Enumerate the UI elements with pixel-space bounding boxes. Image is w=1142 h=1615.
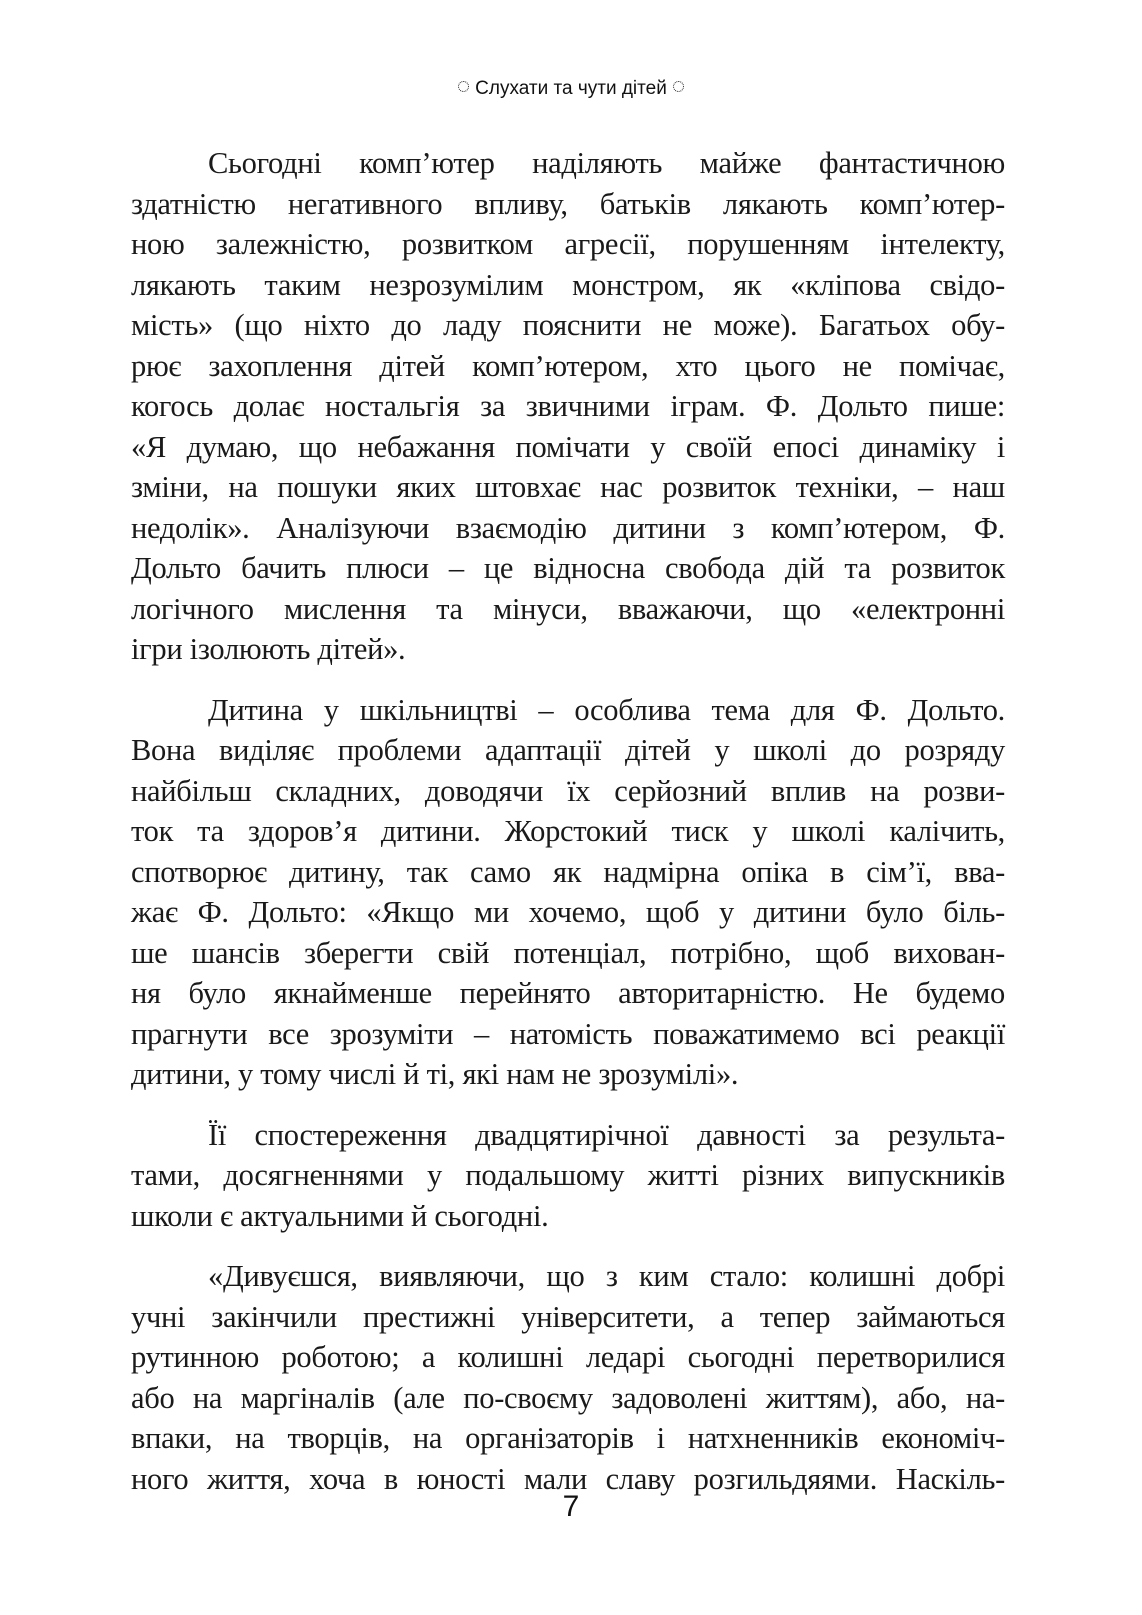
text-line: Вона виділяє проблеми адаптації дітей у школі до розряду (131, 733, 1005, 767)
text-line: Дольто бачить плюси – це відносна свобода дій та розвиток (131, 551, 1005, 585)
text-line: Її спостереження двадцятирічної давності за результа- (208, 1117, 1005, 1152)
text-line: спотворює дитину, так само як надмірна опіка в сім’ї, вва- (131, 854, 1005, 889)
text-line: лякають таким незрозумілим монстром, як «кліпова свідо- (131, 267, 1005, 302)
running-header (0, 76, 1142, 102)
text-line: «Дивуєшся, виявляючи, що з ким стало: колишні добрі (208, 1259, 1005, 1293)
page-number: 7 (562, 1490, 580, 1523)
text-line: Сьогодні комп’ютер наділяють майже фантастичною (208, 146, 1005, 180)
text-line: Дитина у шкільництві – особлива тема для Ф. Дольто. (208, 692, 1005, 727)
text-line: здатністю негативного впливу, батьків лякають комп’ютер- (131, 186, 1005, 221)
text-line: школи є актуальними й сьогодні. (131, 1198, 549, 1233)
text-line: ною залежністю, розвитком агресії, порушенням інтелекту, (131, 227, 1005, 261)
text-line: ного життя, хоча в юності мали славу розгильдяями. Наскіль- (131, 1461, 1005, 1496)
text-line: або на маргіналів (але по-своєму задоволені життям), або, на- (131, 1380, 1005, 1415)
text-line: рює захоплення дітей комп’ютером, хто цього не помічає, (131, 348, 1005, 383)
paragraph (131, 1115, 1005, 1237)
text-line: недолік». Аналізуючи взаємодію дитини з комп’ютером, Ф. (131, 510, 1005, 545)
paragraph (131, 143, 1005, 670)
text-line: прагнути все зрозуміти – натомість поважатимемо всі реакції (131, 1016, 1005, 1051)
text-line: ігри ізолюють дітей». (131, 632, 406, 666)
text-line: тами, досягненнями у подальшому житті різних випускників (131, 1158, 1005, 1192)
text-line: дитини, у тому числі й ті, які нам не зрозумілі». (131, 1057, 739, 1091)
text-line: ток та здоров’я дитини. Жорстокий тиск у школі калічить, (131, 814, 1005, 848)
ornament-circle-icon (673, 81, 684, 92)
text-line: мість» (що ніхто до ладу пояснити не може). Багатьох обу- (131, 308, 1005, 342)
text-line: впаки, на творців, на організаторів і натхненників економіч- (131, 1421, 1005, 1455)
paragraph (131, 690, 1005, 1095)
text-line: ше шансів зберегти свій потенціал, потрібно, щоб вихован- (131, 935, 1005, 970)
text-line: ня було якнайменше перейнято авторитарністю. Не будемо (131, 976, 1005, 1010)
text-line: учні закінчили престижні університети, а тепер займаються (131, 1299, 1005, 1334)
ornament-circle-icon (458, 81, 469, 92)
text-line: рутинною роботою; а колишні ледарі сьогодні перетворилися (131, 1340, 1005, 1374)
text-line: когось долає ностальгія за звичними іграм. Ф. Дольто пише: (131, 389, 1005, 423)
text-line: найбільш складних, доводячи їх серйозний вплив на розви- (131, 773, 1005, 808)
text-line: зміни, на пошуки яких штовхає нас розвиток техніки, – наш (131, 470, 1005, 504)
text-line: логічного мислення та мінуси, вважаючи, що «електронні (131, 591, 1005, 626)
paragraph (131, 1256, 1005, 1499)
running-title: Слухати та чути дітей (475, 78, 667, 99)
text-line: «Я думаю, що небажання помічати у своїй епосі динаміку і (131, 429, 1005, 464)
text-line: жає Ф. Дольто: «Якщо ми хочемо, щоб у дитини було біль- (131, 895, 1005, 929)
page-body (131, 143, 1005, 1519)
